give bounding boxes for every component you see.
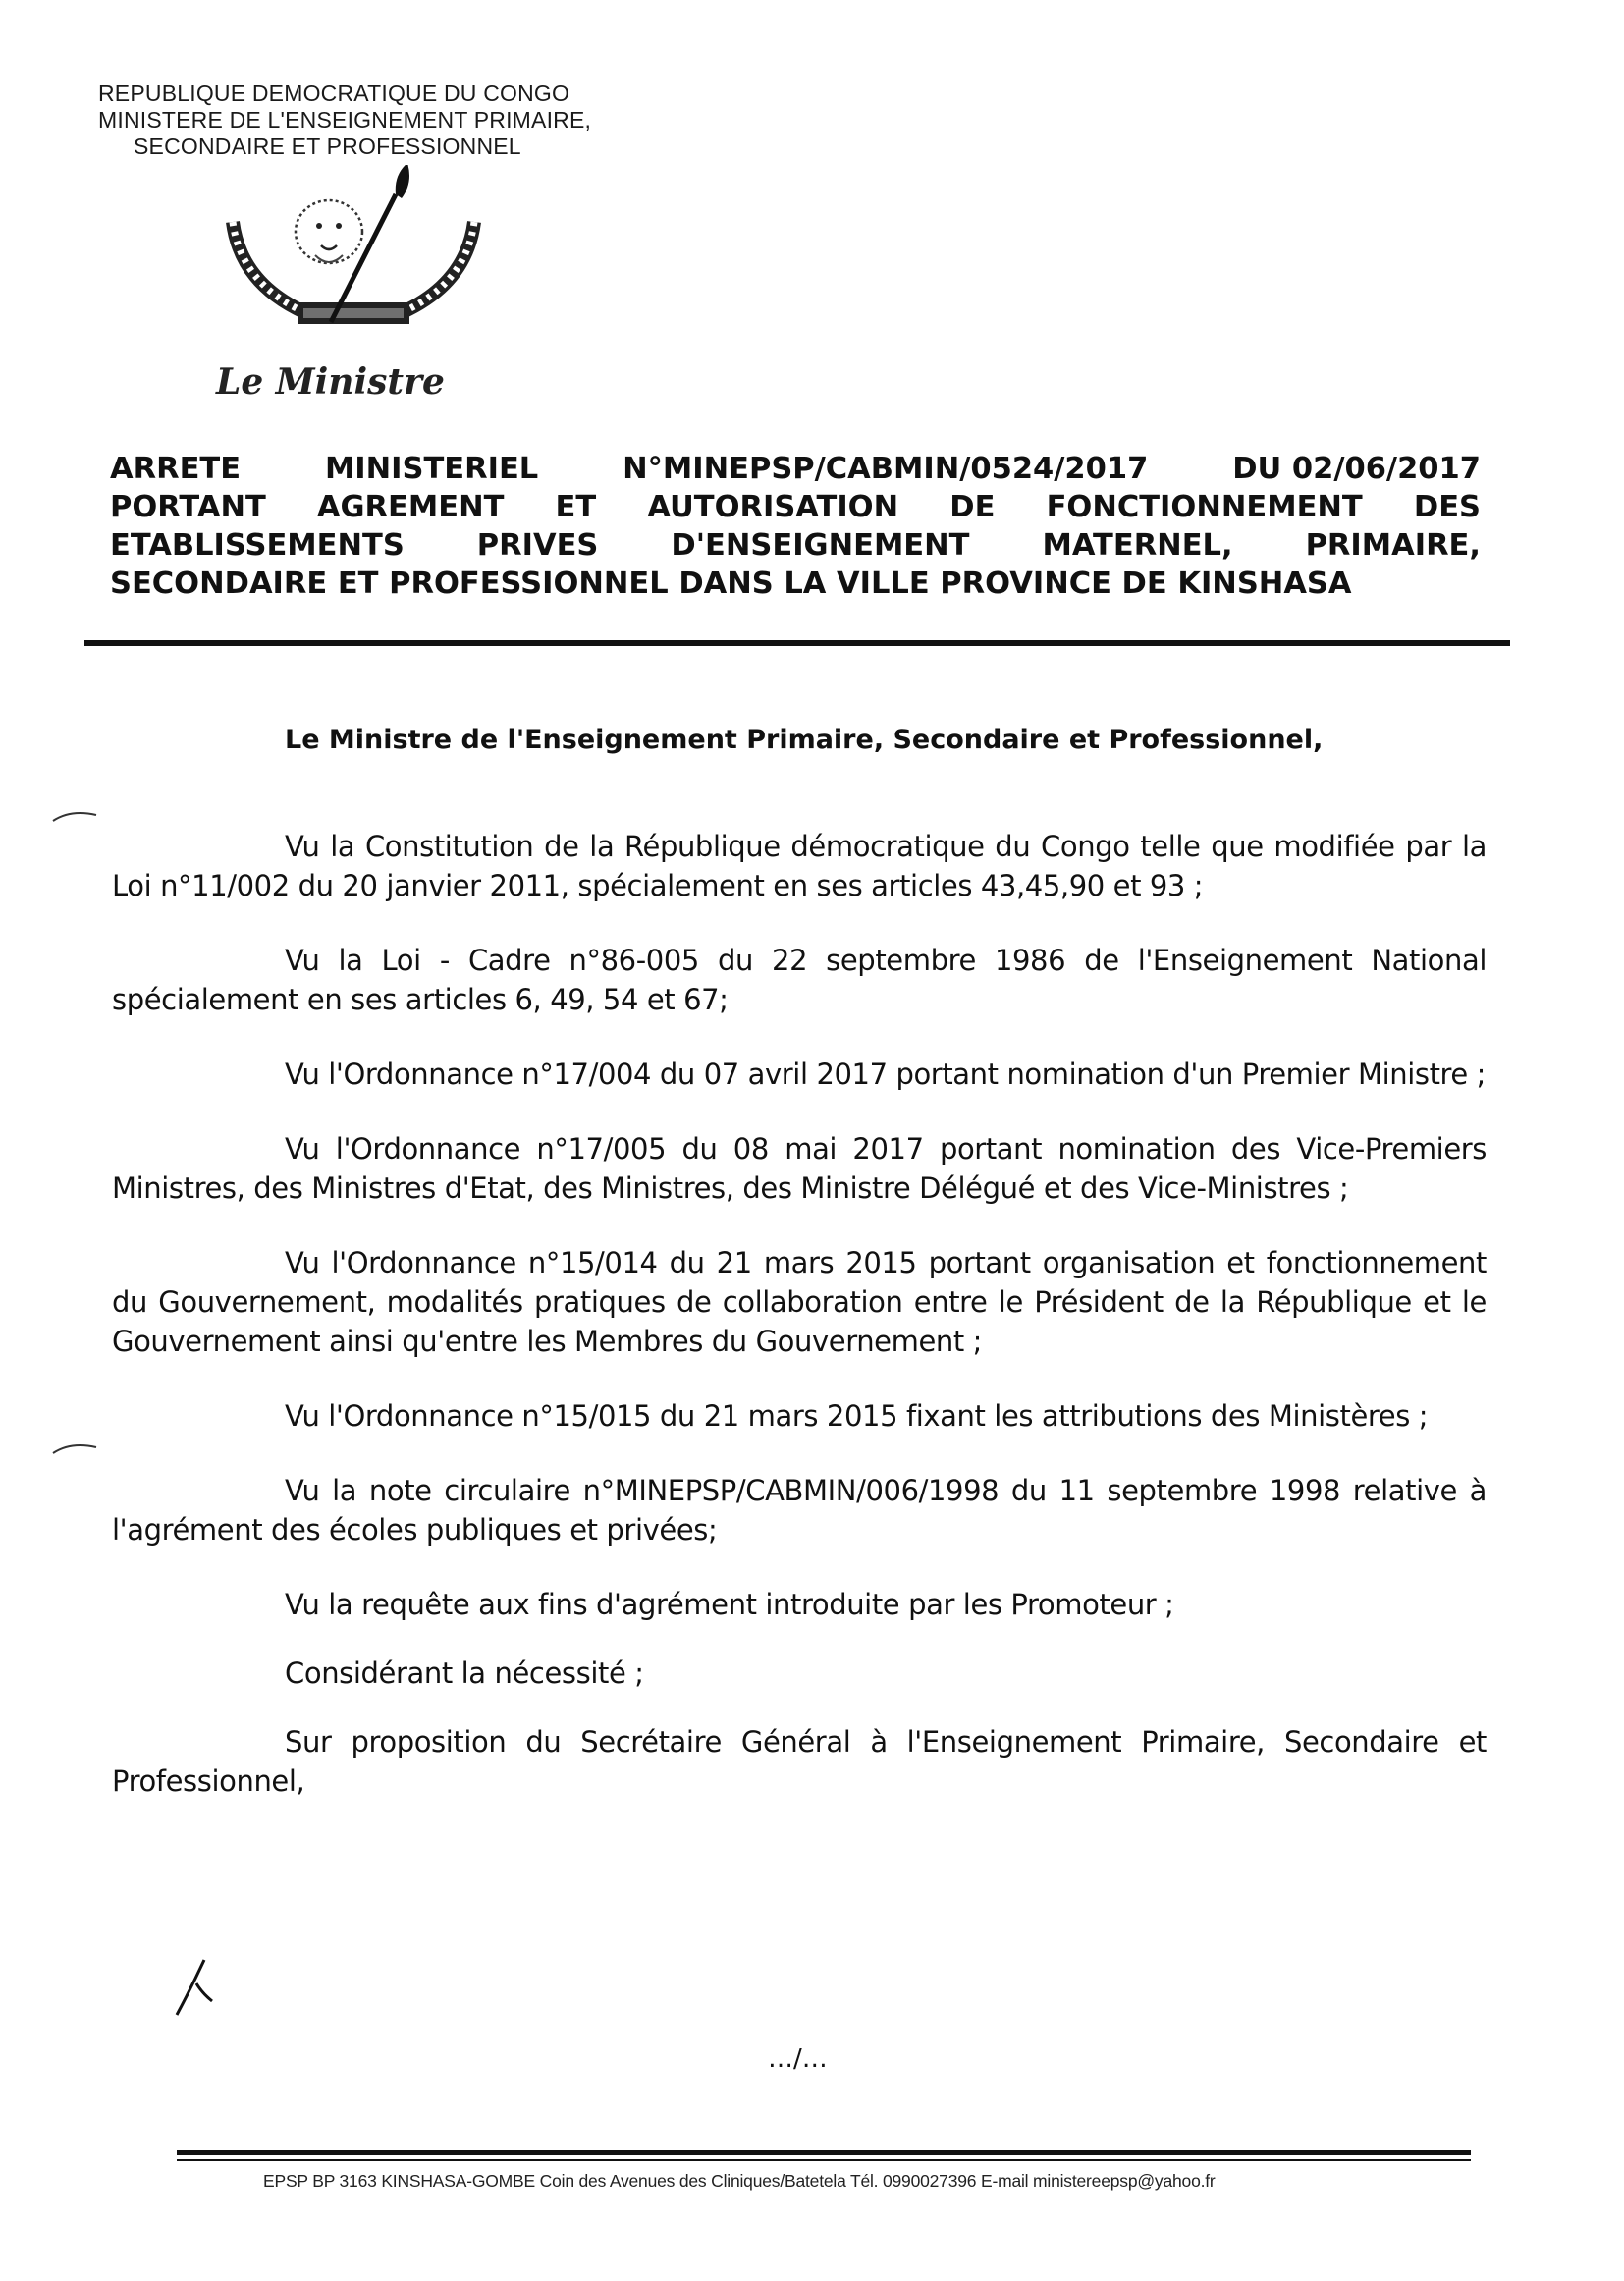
title-word: MINISTERIEL	[324, 452, 539, 486]
decree-date: DU 02/06/2017	[1232, 452, 1481, 486]
margin-mark-icon	[51, 809, 98, 823]
lead-statement: Le Ministre de l'Enseignement Primaire, Secondaire et Professionnel,	[285, 725, 1324, 755]
title-word: ARRETE	[110, 452, 242, 486]
paragraph: Vu l'Ordonnance n°15/014 du 21 mars 2015 portant organisation et fonctionnement du Gouvernement, modalités pratiques de collaboration entre le Président de la République et le Gouvernement ainsi qu'entre les Membres du Gouvernement ;	[112, 1246, 1487, 1358]
paragraph: Considérant la nécessité ;	[285, 1656, 644, 1690]
letterhead-country: REPUBLIQUE DEMOCRATIQUE DU CONGO	[98, 81, 570, 106]
title-word: AUTORISATION	[647, 490, 899, 524]
handwritten-initial-icon	[169, 1950, 228, 2019]
paragraph: Vu la Loi - Cadre n°86-005 du 22 septembre 1986 de l'Enseignement National spécialement en ses articles 6, 49, 54 et 67;	[112, 944, 1487, 1016]
signature-title: Le Ministre	[216, 361, 445, 403]
paragraph: Vu la Constitution de la République démocratique du Congo telle que modifiée par la Loi n°11/002 du 20 janvier 2011, spécialement en ses articles 43,45,90 et 93 ;	[112, 830, 1487, 902]
paragraph: Vu l'Ordonnance n°17/004 du 07 avril 2017 portant nomination d'un Premier Ministre ;	[285, 1058, 1487, 1091]
letterhead-ministry: MINISTERE DE L'ENSEIGNEMENT PRIMAIRE,	[98, 107, 592, 133]
paragraph: Vu la note circulaire n°MINEPSP/CABMIN/006/1998 du 11 septembre 1998 relative à l'agrément des écoles publiques et privées;	[112, 1474, 1487, 1547]
title-word: D'ENSEIGNEMENT	[671, 528, 970, 563]
letterhead	[98, 81, 707, 160]
title-word: PRIVES	[476, 528, 599, 563]
title-line-2	[110, 488, 1481, 526]
title-word: ETABLISSEMENTS	[110, 528, 405, 563]
title-word: DES	[1413, 490, 1481, 524]
title-line-4: SECONDAIRE ET PROFESSIONNEL DANS LA VILLE PROVINCE DE KINSHASA	[110, 567, 1352, 601]
paragraph: Vu l'Ordonnance n°15/015 du 21 mars 2015 fixant les attributions des Ministères ;	[285, 1399, 1429, 1433]
footer-rule-thin	[177, 2159, 1471, 2161]
title-word: PORTANT	[110, 490, 266, 524]
margin-mark-icon	[51, 1441, 98, 1455]
title-word: FONCTIONNEMENT	[1046, 490, 1363, 524]
footer-rule	[177, 2150, 1471, 2155]
paragraph: Sur proposition du Secrétaire Général à l'Enseignement Primaire, Secondaire et Professionnel,	[112, 1725, 1487, 1798]
letterhead-ministry-cont: SECONDAIRE ET PROFESSIONNEL	[134, 134, 521, 159]
coat-of-arms-icon	[221, 165, 486, 342]
title-word: AGREMENT	[316, 490, 505, 524]
paragraph: Vu l'Ordonnance n°17/005 du 08 mai 2017 portant nomination des Vice-Premiers Ministres, des Ministres d'Etat, des Ministres, des Ministre Délégué et des Vice-Ministres ;	[112, 1132, 1487, 1205]
paragraph: Vu la requête aux fins d'agrément introduite par les Promoteur ;	[285, 1588, 1174, 1621]
title-line-3	[110, 526, 1481, 565]
title-word: MATERNEL,	[1042, 528, 1233, 563]
decree-title	[110, 450, 1481, 603]
title-word: PRIMAIRE,	[1305, 528, 1481, 563]
decree-number: N°MINEPSP/CABMIN/0524/2017	[623, 452, 1149, 486]
title-divider	[84, 640, 1510, 646]
continuation-mark: …/…	[768, 2044, 828, 2074]
title-word: ET	[555, 490, 597, 524]
footer-contact: EPSP BP 3163 KINSHASA-GOMBE Coin des Avenues des Cliniques/Batetela Tél. 0990027396 E-mail ministereepsp@yahoo.fr	[263, 2171, 1216, 2191]
title-word: DE	[949, 490, 996, 524]
title-line-1	[110, 450, 1481, 488]
preamble	[112, 827, 1487, 1836]
